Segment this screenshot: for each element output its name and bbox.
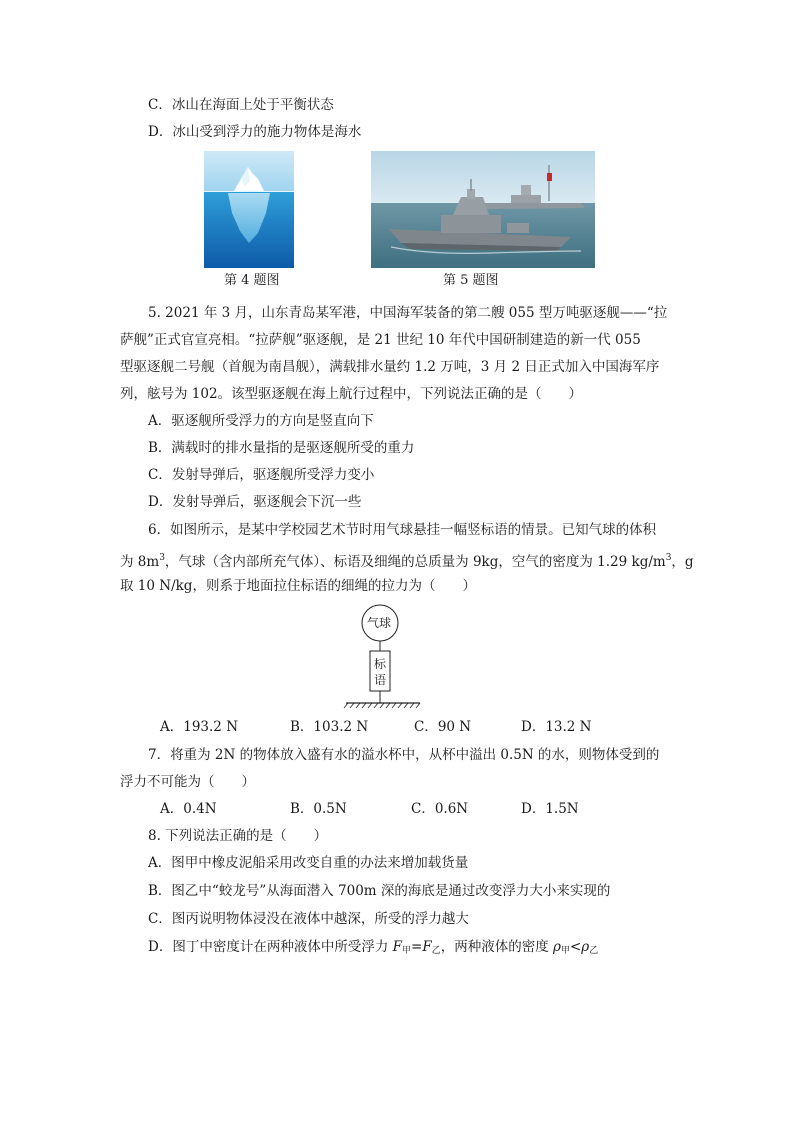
q8-option-c: C．图丙说明物体浸没在液体中越深，所受的浮力越大 <box>148 911 469 927</box>
banner-label-1: 标 <box>374 657 387 671</box>
q8-option-d: D．图丁中密度计在两种液体中所受浮力 $F_甲=F_乙$，两种液体的密度 $\rho_甲<\rho_乙$ <box>148 939 599 956</box>
destroyer-figure <box>371 151 595 268</box>
q7-option-a: A．0.4N <box>160 801 217 817</box>
q6-line-3: 取 10 N/kg，则系于地面拉住标语的细绳的拉力为（ ） <box>120 578 476 594</box>
iceberg-figure <box>204 151 294 268</box>
q5-option-b: B．满载时的排水量指的是驱逐舰所受的重力 <box>148 440 415 456</box>
balloon-diagram <box>338 603 428 713</box>
q5-line-1: 5. 2021 年 3 月，山东青岛某军港，中国海军装备的第二艘 055 型万吨驱逐舰——“拉 <box>148 305 668 321</box>
q8-line-1: 8. 下列说法正确的是（ ） <box>148 828 328 844</box>
q6-line-1: 6．如图所示，是某中学校园艺术节时用气球悬挂一幅竖标语的情景。已知气球的体积 <box>148 522 657 538</box>
q7-option-b: B．0.5N <box>290 801 347 817</box>
banner-label-2: 语 <box>374 673 387 687</box>
q7-option-d: D．1.5N <box>521 801 579 817</box>
q5-option-c: C．发射导弹后，驱逐舰所受浮力变小 <box>148 467 375 483</box>
q6-option-d: D．13.2 N <box>521 719 592 735</box>
q5-option-a: A．驱逐舰所受浮力的方向是竖直向下 <box>148 413 374 429</box>
q7-line-1: 7．将重为 2N 的物体放入盛有水的溢水杯中，从杯中溢出 0.5N 的水，则物体受到的 <box>148 747 660 763</box>
q6-line-2: 为 $8m^3$，气球（含内部所充气体）、标语及细绳的总质量为 9kg，空气的密度为 1.29 $kg/m^3$，g <box>120 553 694 570</box>
balloon-label: 气球 <box>367 616 392 630</box>
q5-option-d: D．发射导弹后，驱逐舰会下沉一些 <box>148 494 362 510</box>
q8-option-a: A．图甲中橡皮泥船采用改变自重的办法来增加载货量 <box>148 855 469 871</box>
q7-option-c: C．0.6N <box>411 801 469 817</box>
q6-option-b: B．103.2 N <box>290 719 369 735</box>
q8-option-b: B．图乙中“蛟龙号”从海面潜入 700m 深的海底是通过改变浮力大小来实现的 <box>148 883 611 899</box>
q4-option-d: D．冰山受到浮力的施力物体是海水 <box>148 124 362 140</box>
q6-option-c: C．90 N <box>414 719 472 735</box>
fig5-caption: 第 5 题图 <box>443 273 499 288</box>
q6-option-a: A．193.2 N <box>160 719 239 735</box>
q5-line-3: 型驱逐舰二号舰（首舰为南昌舰），满载排水量约 1.2 万吨，3 月 2 日正式加入中国海军序 <box>120 359 660 375</box>
q5-line-2: 萨舰”正式官宣亮相。“拉萨舰”驱逐舰，是 21 世纪 10 年代中国研制建造的新一代 055 <box>120 332 641 348</box>
q7-line-2: 浮力不可能为（ ） <box>120 774 255 790</box>
q4-option-c: C．冰山在海面上处于平衡状态 <box>148 97 334 113</box>
fig4-caption: 第 4 题图 <box>224 273 280 288</box>
q5-line-4: 列，舷号为 102。该型驱逐舰在海上航行过程中，下列说法正确的是（ ） <box>120 386 583 402</box>
